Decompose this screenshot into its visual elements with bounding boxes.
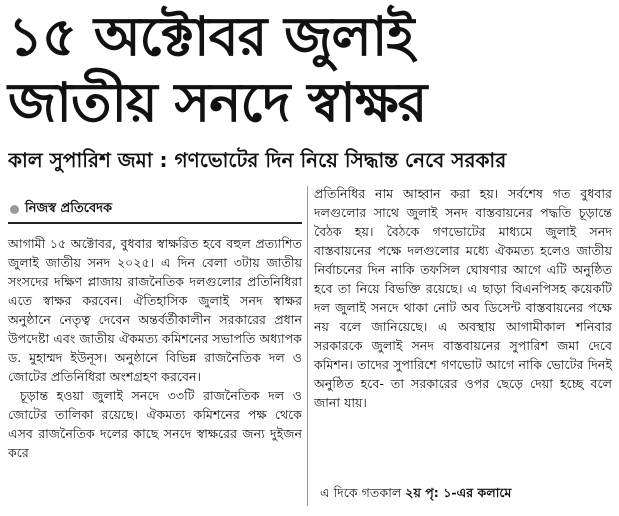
left-paragraph-2: চূড়ান্ত হওয়া জুলাই সনদে ৩৩টি রাজনৈতিক দল ও জোটের তালিকা রয়েছে। ঐকমত্য কমিশনের পক্ষ থেকে এসব রাজনৈতিক দলের কাছে সনদে স্বাক্ষরের জন্য দুইজন করে <box>8 388 302 460</box>
bullet-dot-icon <box>10 205 19 214</box>
right-paragraph-1: প্রতিনিধির নাম আহ্বান করা হয়। সর্বশেষ গত বুধবার দলগুলোর সাথে জুলাই সনদ বাস্তবায়নের পদ্ধতি চূড়ান্তে বৈঠক হয়। বৈঠকে গণভোটের মাধ্যমে জুলাই সনদ বাস্তবায়নের পক্ষে দলগুলোর মধ্যে ঐকমত্য হলেও জাতীয় নির্বাচনের দিন নাকি তফসিল ঘোষণার আগে এটি অনুষ্ঠিত হবে তা নিয়ে বিভক্তি রয়েছে। এ ছাড়া বিএনপিসহ কয়েকটি দল জুলাই সনদে থাকা নোট অব ডিসেন্ট বাস্তবায়নের পক্ষে নয় বলে জানিয়েছে। এ অবস্থায় আগামীকাল শনিবার সরকারকে জুলাই সনদ বাস্তবায়নের সুপারিশ জমা দেবে কমিশন। তাদের সুপারিশে গণভোট আগে নাকি ভোটের দিনই অনুষ্ঠিত হবে- তা সরকারের ওপর ছেড়ে দেয়া হচ্ছে বলে জানা যায়। <box>314 186 612 410</box>
column-divider <box>307 186 308 506</box>
headline-line-2: জাতীয় সনদে স্বাক্ষর <box>8 71 427 134</box>
left-column <box>8 234 302 462</box>
byline-rule <box>8 222 302 224</box>
subheadline: কাল সুপারিশ জমা : গণভোটের দিন নিয়ে সিদ্ধান্ত নেবে সরকার <box>8 148 507 172</box>
left-paragraph-1: আগামী ১৫ অক্টোবর, বুধবার স্বাক্ষরিত হবে বহুল প্রত্যাশিত জুলাই জাতীয় সনদ ২০২৫। এ দিন বেলা ৩টায় জাতীয় সংসদের দক্ষিণ প্লাজায় রাজনৈতিক দলগুলোর প্রতিনিধিরা এতে স্বাক্ষর করবেন। ঐতিহাসিক জুলাই সনদ স্বাক্ষর অনুষ্ঠানে নেতৃত্ব দেবেন অন্তর্বর্তীকালীন সরকারের প্রধান উপদেষ্টা এবং জাতীয় ঐকমত্য কমিশনের সভাপতি অধ্যাপক ড. মুহাম্মদ ইউনূস। অনুষ্ঠানে বিভিন্ন রাজনৈতিক দল ও জোটের প্রতিনিধিরা অংশগ্রহণ করবেন। <box>8 236 302 384</box>
continuation-ref[interactable]: ২য় পৃ: ১-এর কলামে <box>405 485 512 500</box>
headline <box>8 4 612 136</box>
headline-line-1: ১৫ অক্টোবর জুলাই <box>8 5 414 68</box>
byline-text: নিজস্ব প্রতিবেদক <box>25 201 113 216</box>
right-column <box>314 184 612 412</box>
continuation-line <box>320 484 511 502</box>
continuation-text: এ দিকে গতকাল <box>320 485 402 500</box>
byline <box>10 200 112 218</box>
